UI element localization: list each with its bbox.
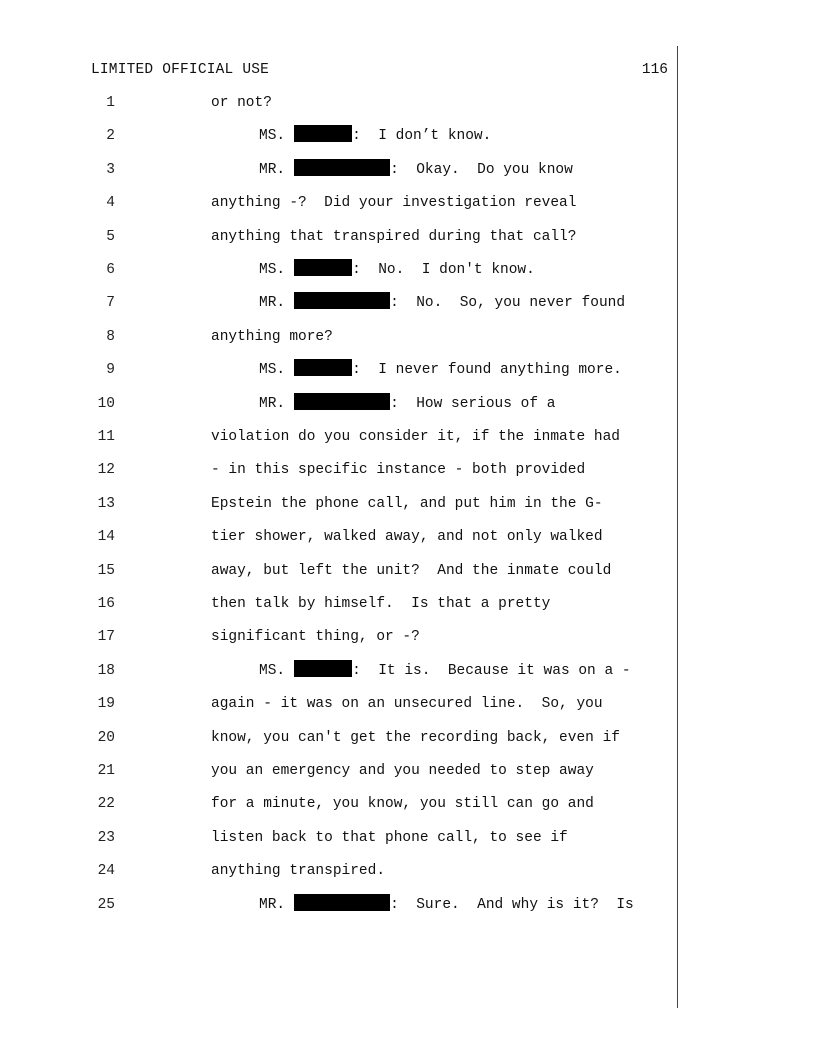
- transcript-line: [0, 693, 816, 715]
- transcript-line: [0, 292, 816, 314]
- redaction-bar: [294, 125, 352, 142]
- line-text: or not?: [211, 95, 272, 111]
- line-text: know, you can't get the recording back, even if: [211, 729, 620, 746]
- transcript-line: [0, 493, 816, 515]
- speaker-line: [259, 259, 535, 281]
- transcript-line: [0, 92, 816, 114]
- line-text: again - it was on an unsecured line. So, you: [211, 696, 603, 713]
- transcript-line: [0, 326, 816, 348]
- speaker-text: : Sure. And why is it? Is: [390, 896, 634, 913]
- line-number: 5: [106, 228, 115, 245]
- line-text: then talk by himself. Is that a pretty: [211, 596, 551, 612]
- transcript-line: [0, 560, 816, 582]
- line-number: 17: [97, 629, 115, 646]
- transcript-line: [0, 526, 816, 548]
- transcript-line: [0, 793, 816, 815]
- transcript-line: [0, 860, 816, 882]
- line-number: 1: [106, 95, 115, 111]
- line-text: Epstein the phone call, and put him in the G-: [211, 495, 603, 512]
- line-number: 23: [97, 829, 115, 846]
- transcript-line: [0, 760, 816, 782]
- speaker-title: MR.: [259, 896, 286, 913]
- transcript-line: [0, 894, 816, 916]
- transcript-line: [0, 359, 816, 381]
- line-number: 18: [97, 662, 115, 679]
- transcript-line: [0, 259, 816, 281]
- line-number: 4: [106, 195, 115, 212]
- redaction-bar: [294, 259, 352, 276]
- line-number: 21: [97, 763, 115, 779]
- transcript-line: [0, 626, 816, 648]
- line-number: 15: [97, 562, 115, 579]
- speaker-text: : No. So, you never found: [390, 295, 626, 312]
- line-number: 8: [106, 328, 115, 345]
- transcript-line: [0, 192, 816, 214]
- line-text: anything that transpired during that call?: [211, 228, 577, 245]
- redaction-bar: [294, 894, 390, 911]
- line-number: 9: [106, 362, 115, 379]
- line-number: 3: [106, 161, 115, 178]
- line-number: 25: [97, 896, 115, 913]
- transcript-line: [0, 226, 816, 248]
- speaker-text: : I never found anything more.: [352, 362, 622, 379]
- line-text: - in this specific instance - both provided: [211, 462, 586, 479]
- transcript-line: [0, 426, 816, 448]
- speaker-title: MS.: [259, 662, 286, 679]
- line-text: anything more?: [211, 328, 333, 345]
- line-number: 12: [97, 462, 115, 479]
- line-number: 11: [97, 429, 115, 445]
- line-number: 7: [106, 295, 115, 312]
- transcript-line: [0, 159, 816, 181]
- transcript-line: [0, 660, 816, 682]
- line-number: 19: [97, 696, 115, 713]
- line-number: 16: [97, 596, 115, 612]
- speaker-title: MR.: [259, 161, 286, 178]
- page-number: 116: [641, 62, 668, 78]
- speaker-text: : No. I don't know.: [352, 262, 535, 278]
- line-text: anything -? Did your investigation reveal: [211, 195, 577, 212]
- line-text: listen back to that phone call, to see if: [211, 829, 568, 846]
- line-text: anything transpired.: [211, 863, 386, 880]
- transcript-line: [0, 125, 816, 147]
- classification-marking: LIMITED OFFICIAL USE: [91, 62, 270, 78]
- line-text: for a minute, you know, you still can go and: [211, 796, 594, 813]
- speaker-line: [259, 159, 573, 181]
- speaker-line: [259, 894, 634, 916]
- transcript-line: [0, 593, 816, 615]
- line-text: away, but left the unit? And the inmate could: [211, 562, 612, 579]
- transcript-line: [0, 393, 816, 415]
- speaker-line: [259, 359, 622, 381]
- speaker-title: MR.: [259, 295, 286, 312]
- redaction-bar: [294, 393, 390, 410]
- redaction-bar: [294, 660, 352, 677]
- speaker-text: : How serious of a: [390, 395, 556, 412]
- speaker-line: [259, 125, 491, 147]
- line-text: violation do you consider it, if the inmate had: [211, 429, 620, 445]
- speaker-title: MR.: [259, 395, 286, 412]
- speaker-line: [259, 393, 555, 415]
- speaker-text: : Okay. Do you know: [390, 161, 573, 178]
- line-number: 2: [106, 128, 115, 145]
- transcript-line: [0, 727, 816, 749]
- redaction-bar: [294, 159, 390, 176]
- line-number: 10: [97, 395, 115, 412]
- line-number: 22: [97, 796, 115, 813]
- transcript-line: [0, 827, 816, 849]
- line-number: 20: [97, 729, 115, 746]
- line-number: 13: [97, 495, 115, 512]
- speaker-title: MS.: [259, 128, 286, 145]
- redaction-bar: [294, 292, 390, 309]
- line-text: you an emergency and you needed to step away: [211, 763, 594, 779]
- line-number: 24: [97, 863, 115, 880]
- speaker-line: [259, 292, 625, 314]
- speaker-title: MS.: [259, 362, 286, 379]
- speaker-text: : It is. Because it was on a -: [352, 662, 631, 679]
- speaker-text: : I don’t know.: [352, 128, 492, 145]
- line-number: 6: [106, 262, 115, 278]
- redaction-bar: [294, 359, 352, 376]
- line-text: tier shower, walked away, and not only walked: [211, 529, 603, 546]
- line-text: significant thing, or -?: [211, 629, 420, 646]
- transcript-line: [0, 459, 816, 481]
- speaker-line: [259, 660, 631, 682]
- line-number: 14: [97, 529, 115, 546]
- speaker-title: MS.: [259, 262, 286, 278]
